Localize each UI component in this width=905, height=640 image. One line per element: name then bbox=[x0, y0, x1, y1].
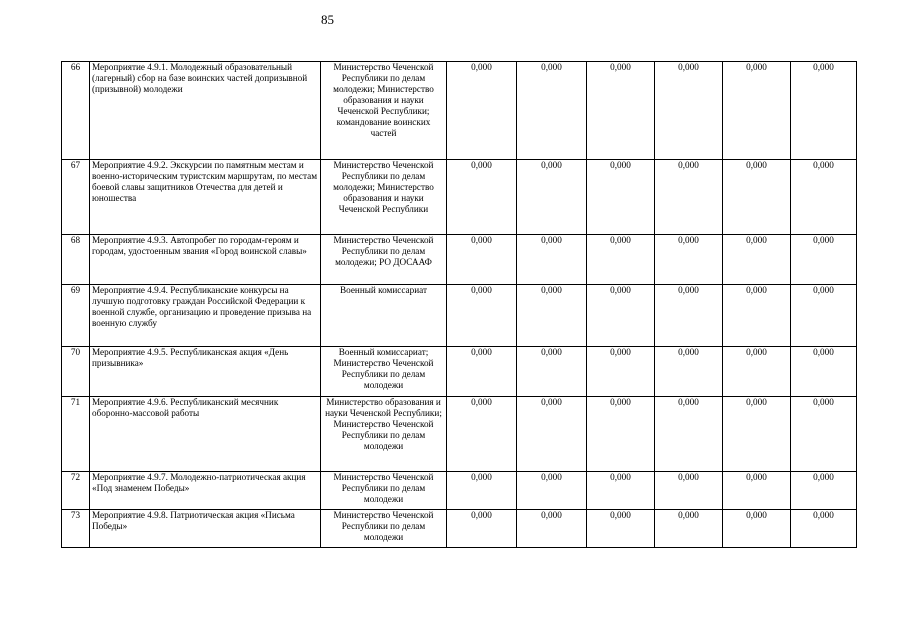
funding-value: 0,000 bbox=[655, 62, 723, 160]
funding-value: 0,000 bbox=[791, 285, 857, 347]
activity-name: Мероприятие 4.9.7. Молодежно-патриотическая акция «Под знаменем Победы» bbox=[90, 472, 321, 510]
funding-value: 0,000 bbox=[447, 472, 517, 510]
funding-value: 0,000 bbox=[655, 160, 723, 235]
funding-value: 0,000 bbox=[655, 510, 723, 548]
activity-name: Мероприятие 4.9.5. Республиканская акция «День призывника» bbox=[90, 347, 321, 397]
funding-value: 0,000 bbox=[791, 347, 857, 397]
table-row bbox=[62, 510, 857, 548]
funding-value: 0,000 bbox=[587, 347, 655, 397]
funding-value: 0,000 bbox=[587, 472, 655, 510]
funding-value: 0,000 bbox=[791, 235, 857, 285]
funding-value: 0,000 bbox=[723, 472, 791, 510]
executor: Министерство Чеченской Республики по делам молодежи bbox=[321, 472, 447, 510]
funding-value: 0,000 bbox=[655, 347, 723, 397]
row-number: 71 bbox=[62, 397, 90, 472]
funding-value: 0,000 bbox=[791, 472, 857, 510]
activity-name: Мероприятие 4.9.1. Молодежный образовательный (лагерный) сбор на базе воинских частей допризывной (призывной) молодежи bbox=[90, 62, 321, 160]
funding-value: 0,000 bbox=[517, 285, 587, 347]
funding-value: 0,000 bbox=[655, 235, 723, 285]
row-number: 68 bbox=[62, 235, 90, 285]
row-number: 73 bbox=[62, 510, 90, 548]
funding-value: 0,000 bbox=[587, 397, 655, 472]
table-body bbox=[62, 62, 857, 548]
activity-name: Мероприятие 4.9.4. Республиканские конкурсы на лучшую подготовку граждан Российской Федерации к военной службе, организацию и проведение призыва на военную службу bbox=[90, 285, 321, 347]
executor: Военный комиссариат; Министерство Чеченской Республики по делам молодежи bbox=[321, 347, 447, 397]
activity-name: Мероприятие 4.9.8. Патриотическая акция «Письма Победы» bbox=[90, 510, 321, 548]
executor: Министерство Чеченской Республики по делам молодежи; Министерство образования и науки Чеченской Республики; командование воинских частей bbox=[321, 62, 447, 160]
activity-name: Мероприятие 4.9.3. Автопробег по городам-героям и городам, удостоенным звания «Город воинской славы» bbox=[90, 235, 321, 285]
executor: Военный комиссариат bbox=[321, 285, 447, 347]
executor: Министерство Чеченской Республики по делам молодежи; Министерство образования и науки Чеченской Республики bbox=[321, 160, 447, 235]
funding-value: 0,000 bbox=[447, 285, 517, 347]
funding-value: 0,000 bbox=[447, 347, 517, 397]
funding-value: 0,000 bbox=[791, 397, 857, 472]
funding-value: 0,000 bbox=[587, 235, 655, 285]
executor: Министерство Чеченской Республики по делам молодежи; РО ДОСААФ bbox=[321, 235, 447, 285]
funding-value: 0,000 bbox=[587, 62, 655, 160]
program-activities-table bbox=[61, 61, 857, 548]
funding-value: 0,000 bbox=[517, 62, 587, 160]
funding-value: 0,000 bbox=[723, 510, 791, 548]
table-row bbox=[62, 397, 857, 472]
row-number: 67 bbox=[62, 160, 90, 235]
row-number: 72 bbox=[62, 472, 90, 510]
funding-value: 0,000 bbox=[447, 62, 517, 160]
funding-value: 0,000 bbox=[723, 62, 791, 160]
funding-value: 0,000 bbox=[791, 160, 857, 235]
funding-value: 0,000 bbox=[655, 397, 723, 472]
funding-value: 0,000 bbox=[723, 285, 791, 347]
activity-name: Мероприятие 4.9.2. Экскурсии по памятным местам и военно-историческим туристским маршрутам, по местам боевой славы защитников Отечества для детей и юношества bbox=[90, 160, 321, 235]
funding-value: 0,000 bbox=[517, 235, 587, 285]
row-number: 70 bbox=[62, 347, 90, 397]
funding-value: 0,000 bbox=[517, 160, 587, 235]
funding-value: 0,000 bbox=[723, 160, 791, 235]
executor: Министерство Чеченской Республики по делам молодежи bbox=[321, 510, 447, 548]
funding-value: 0,000 bbox=[447, 510, 517, 548]
page-number: 85 bbox=[321, 12, 334, 27]
table-row bbox=[62, 285, 857, 347]
funding-value: 0,000 bbox=[723, 397, 791, 472]
funding-value: 0,000 bbox=[447, 235, 517, 285]
funding-value: 0,000 bbox=[655, 285, 723, 347]
funding-value: 0,000 bbox=[791, 62, 857, 160]
table-row bbox=[62, 347, 857, 397]
funding-value: 0,000 bbox=[655, 472, 723, 510]
funding-value: 0,000 bbox=[791, 510, 857, 548]
table-row bbox=[62, 160, 857, 235]
row-number: 69 bbox=[62, 285, 90, 347]
funding-value: 0,000 bbox=[447, 160, 517, 235]
funding-value: 0,000 bbox=[517, 347, 587, 397]
row-number: 66 bbox=[62, 62, 90, 160]
funding-value: 0,000 bbox=[723, 347, 791, 397]
funding-value: 0,000 bbox=[723, 235, 791, 285]
funding-value: 0,000 bbox=[587, 160, 655, 235]
table-row bbox=[62, 235, 857, 285]
funding-value: 0,000 bbox=[517, 510, 587, 548]
executor: Министерство образования и науки Чеченской Республики; Министерство Чеченской Республики по делам молодежи bbox=[321, 397, 447, 472]
activity-name: Мероприятие 4.9.6. Республиканский месячник оборонно-массовой работы bbox=[90, 397, 321, 472]
funding-value: 0,000 bbox=[587, 285, 655, 347]
table-row bbox=[62, 62, 857, 160]
funding-value: 0,000 bbox=[517, 472, 587, 510]
funding-value: 0,000 bbox=[517, 397, 587, 472]
table-row bbox=[62, 472, 857, 510]
funding-value: 0,000 bbox=[447, 397, 517, 472]
funding-value: 0,000 bbox=[587, 510, 655, 548]
